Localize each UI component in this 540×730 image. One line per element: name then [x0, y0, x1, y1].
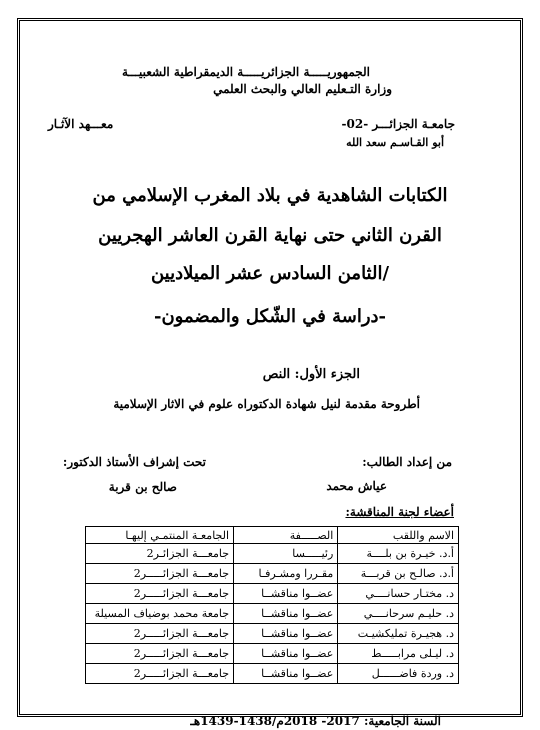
- thesis-description: أطروحة مقدمة لنيل شهادة الدكتوراه علوم في الاثار الإسلامية: [113, 397, 420, 411]
- table-row: [86, 604, 459, 624]
- academic-year: السنة الجامعية: 2017- 2018م/1438-1439هـ: [190, 714, 441, 728]
- member-role: عضــوا مناقشــا: [234, 604, 338, 624]
- member-role: عضــوا مناقشــا: [234, 644, 338, 664]
- institute-name: معـــهد الآثـار: [48, 117, 114, 131]
- member-university: جامعـــة الجزائـــــر2: [86, 584, 234, 604]
- table-row: [86, 624, 459, 644]
- thesis-title-line-4: -دراسة في الشّكل والمضمون-: [153, 306, 387, 327]
- supervisor-label: تحت إشراف الأستاذ الدكتور:: [62, 455, 206, 469]
- university-subtitle: أبو القـاسـم سعد الله: [346, 136, 444, 149]
- member-role: عضــوا مناقشــا: [234, 584, 338, 604]
- member-name: د. وردة فاضــــــل: [338, 664, 459, 684]
- member-role: عضــوا مناقشــا: [234, 664, 338, 684]
- thesis-title-line-3: /الثامن السادس عشر الميلاديين: [150, 263, 390, 284]
- jury-table-header: [86, 527, 459, 544]
- university-name: جامعـة الجزائـــر -02-: [341, 117, 455, 131]
- member-university: جامعـــة الجزائـــــر2: [86, 644, 234, 664]
- table-row: [86, 644, 459, 664]
- member-role: مقـررا ومشـرفـا: [234, 564, 338, 584]
- member-university: جامعـــة الجزائـــــر2: [86, 664, 234, 684]
- ministry-heading: وزارة التـعليم العالي والبحث العلمي: [213, 82, 392, 96]
- member-university: جامعـــة الجزائـــــر2: [86, 564, 234, 584]
- member-university: جامعـــة الجزائـــــر2: [86, 624, 234, 644]
- member-name: أ.د. خيـرة بن بلــــة: [338, 544, 459, 564]
- republic-heading: الجمهوريـــــة الجزائريـــــة الديمقراطية الشعبيـــة: [122, 65, 370, 79]
- thesis-title-line-2: القرن الثاني حتى نهاية القرن العاشر الهجريين: [98, 225, 442, 246]
- member-name: د. هجيـرة تمليكشيـت: [338, 624, 459, 644]
- member-university: جامعـــة الجزائـر2: [86, 544, 234, 564]
- member-role: عضــوا مناقشــا: [234, 624, 338, 644]
- header-name: الاسم واللقب: [338, 527, 459, 544]
- jury-table: [85, 526, 459, 684]
- thesis-title-line-1: الكتابات الشاهدية في بلاد المغرب الإسلامي من: [92, 185, 448, 206]
- part-label: الجزء الأول: النص: [262, 367, 360, 382]
- member-name: د. مختـار حسانــــي: [338, 584, 459, 604]
- supervisor-name: صالح بن قربة: [108, 480, 177, 494]
- student-label: من إعداد الطالب:: [362, 455, 452, 469]
- table-row: [86, 664, 459, 684]
- header-role: الصـــــفة: [234, 527, 338, 544]
- header-university: الجامعـة المنتمـي إليهـا: [86, 527, 234, 544]
- table-row: [86, 584, 459, 604]
- student-name: عياش محمد: [326, 479, 387, 493]
- member-name: د. حليـم سرحانــــي: [338, 604, 459, 624]
- member-name: أ.د. صالـح بن قربـــة: [338, 564, 459, 584]
- member-name: د. ليـلى مرابـــــط: [338, 644, 459, 664]
- table-row: [86, 544, 459, 564]
- committee-title: أعضاء لجنة المناقشة:: [345, 505, 454, 519]
- table-row: [86, 564, 459, 584]
- member-university: جامعة محمد بوضياف المسيلة: [86, 604, 234, 624]
- member-role: رئيـــــسا: [234, 544, 338, 564]
